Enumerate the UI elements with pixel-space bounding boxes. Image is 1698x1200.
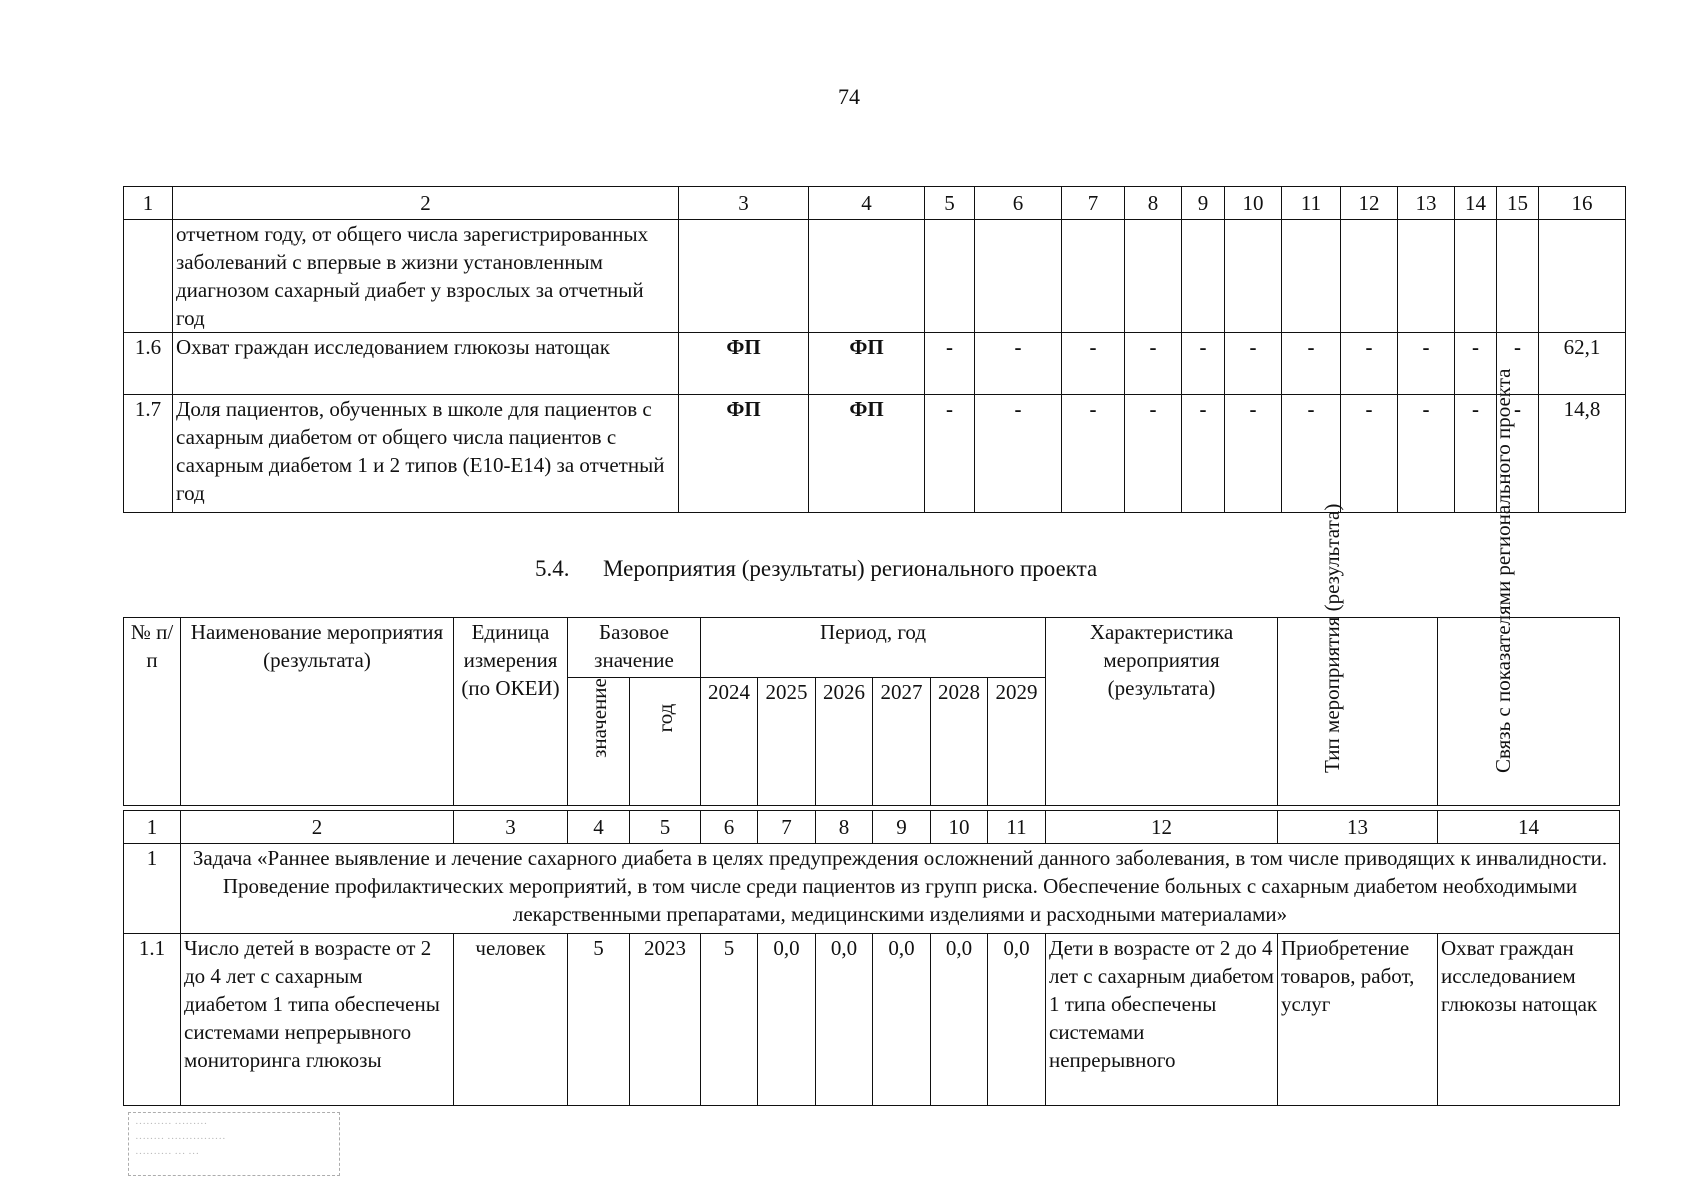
value-cell: - [1497, 333, 1539, 395]
column-number: 2 [181, 811, 454, 844]
column-number: 12 [1046, 811, 1278, 844]
value-cell: - [925, 395, 975, 513]
column-number: 15 [1497, 187, 1539, 220]
value-cell: - [1341, 395, 1398, 513]
year-value: 0,0 [931, 934, 988, 1106]
column-number: 8 [816, 811, 873, 844]
cell-3: ФП [679, 333, 809, 395]
stamp-line: ········ ················ [135, 1133, 226, 1145]
table-row [124, 333, 1626, 395]
header-base-value-year [630, 678, 701, 806]
value-cell [1398, 220, 1455, 333]
column-number-row [124, 811, 1620, 844]
value-cell: - [1282, 395, 1341, 513]
task-row [124, 844, 1620, 934]
characteristic: Дети в возрасте от 2 до 4 лет с сахарным диабетом 1 типа обеспечены системами непрерывного [1046, 934, 1278, 1106]
value-cell [975, 220, 1062, 333]
task-text: Задача «Раннее выявление и лечение сахарного диабета в целях предупреждения осложнений данного заболевания, в том числе приводящих к инвалидности. Проведение профилактических мероприятий, в том числе среди пациентов из групп риска. Обеспечение больных с сахарным диабетом необходимыми лекарственными препаратами, медицинскими изделиями и расходными материалами» [181, 844, 1620, 934]
header-year: 2027 [873, 678, 931, 806]
column-number: 5 [630, 811, 701, 844]
indicator-name: Охват граждан исследованием глюкозы натощак [173, 333, 679, 395]
header-base-value: Базовое значение [568, 618, 701, 678]
value-cell: - [1455, 395, 1497, 513]
value-cell: - [1398, 333, 1455, 395]
column-number: 11 [1282, 187, 1341, 220]
cell-16: 14,8 [1539, 395, 1626, 513]
cell-4: ФП [809, 333, 925, 395]
header-number: № п/п [124, 618, 181, 806]
column-number: 14 [1455, 187, 1497, 220]
value-cell: - [1125, 333, 1182, 395]
column-number-row [124, 187, 1626, 220]
column-number: 3 [454, 811, 568, 844]
indicators-table [123, 186, 1626, 513]
value-cell [925, 220, 975, 333]
column-number: 5 [925, 187, 975, 220]
value-cell: - [1497, 395, 1539, 513]
value-cell: - [1182, 333, 1225, 395]
header-year: 2028 [931, 678, 988, 806]
column-number: 4 [568, 811, 630, 844]
cell-4: ФП [809, 395, 925, 513]
header-year: 2024 [701, 678, 758, 806]
value-cell: - [925, 333, 975, 395]
value-cell: - [1062, 395, 1125, 513]
cell-3 [679, 220, 809, 333]
value-cell: - [1282, 333, 1341, 395]
value-cell [1182, 220, 1225, 333]
column-number: 1 [124, 811, 181, 844]
table-row [124, 934, 1620, 1106]
header-year: 2025 [758, 678, 816, 806]
value-cell: - [1341, 333, 1398, 395]
column-number: 13 [1278, 811, 1438, 844]
year-value: 0,0 [988, 934, 1046, 1106]
column-number: 10 [931, 811, 988, 844]
header-activity-name: Наименование мероприятия (результата) [181, 618, 454, 806]
row-number: 1.1 [124, 934, 181, 1106]
cell-3: ФП [679, 395, 809, 513]
unit: человек [454, 934, 568, 1106]
row-number: 1.7 [124, 395, 173, 513]
column-number: 4 [809, 187, 925, 220]
value-cell: - [1455, 333, 1497, 395]
section-title [535, 556, 1097, 582]
value-cell: - [1182, 395, 1225, 513]
faded-stamp [128, 1112, 340, 1176]
page-number: 74 [838, 84, 860, 109]
cell-4 [809, 220, 925, 333]
base-year: 2023 [630, 934, 701, 1106]
header-activity-type [1278, 503, 1438, 806]
header-unit: Единица измерения (по ОКЕИ) [454, 618, 568, 806]
year-value: 0,0 [758, 934, 816, 1106]
table-row [124, 220, 1626, 333]
value-cell [1282, 220, 1341, 333]
value-cell [1497, 220, 1539, 333]
value-cell [1062, 220, 1125, 333]
column-number: 9 [873, 811, 931, 844]
value-cell: - [1225, 395, 1282, 513]
column-number: 6 [701, 811, 758, 844]
cell-16: 62,1 [1539, 333, 1626, 395]
value-cell: - [975, 333, 1062, 395]
header-year: 2029 [988, 678, 1046, 806]
activities-table [123, 810, 1620, 1106]
stamp-line: ·········· ········· [135, 1118, 208, 1130]
value-cell: - [1398, 395, 1455, 513]
column-number: 3 [679, 187, 809, 220]
indicator-name: отчетном году, от общего числа зарегистрированных заболеваний с впервые в жизни установленным диагнозом сахарный диабет у взрослых за отчетный год [173, 220, 679, 333]
column-number: 10 [1225, 187, 1282, 220]
table-row [124, 395, 1626, 513]
link-to-indicators: Охват граждан исследованием глюкозы натощак [1438, 934, 1620, 1106]
value-cell [1225, 220, 1282, 333]
header-link-text: Связь с показателями регионального проекта [1490, 368, 1515, 773]
value-cell [1341, 220, 1398, 333]
value-cell [1455, 220, 1497, 333]
year-value: 0,0 [873, 934, 931, 1106]
activity-name: Число детей в возрасте от 2 до 4 лет с сахарным диабетом 1 типа обеспечены системами непрерывного мониторинга глюкозы [181, 934, 454, 1106]
year-value: 0,0 [816, 934, 873, 1106]
column-number: 1 [124, 187, 173, 220]
row-number: 1.6 [124, 333, 173, 395]
value-cell: - [1125, 395, 1182, 513]
header-characteristic: Характеристика мероприятия (результата) [1046, 618, 1278, 806]
header-base-year-text: год [653, 703, 677, 733]
value-cell: - [1225, 333, 1282, 395]
base-value: 5 [568, 934, 630, 1106]
task-number: 1 [124, 844, 181, 934]
column-number: 6 [975, 187, 1062, 220]
cell-16 [1539, 220, 1626, 333]
header-period: Период, год [701, 618, 1046, 678]
column-number: 16 [1539, 187, 1626, 220]
column-number: 9 [1182, 187, 1225, 220]
indicator-name: Доля пациентов, обученных в школе для пациентов с сахарным диабетом от общего числа пациентов с сахарным диабетом 1 и 2 типов (Е10-Е14) за отчетный год [173, 395, 679, 513]
column-number: 12 [1341, 187, 1398, 220]
row-number [124, 220, 173, 333]
year-value: 5 [701, 934, 758, 1106]
header-base-value-value [568, 678, 630, 806]
column-number: 7 [1062, 187, 1125, 220]
column-number: 13 [1398, 187, 1455, 220]
column-number: 14 [1438, 811, 1620, 844]
column-number: 8 [1125, 187, 1182, 220]
column-number: 11 [988, 811, 1046, 844]
value-cell: - [975, 395, 1062, 513]
header-base-value-text: значение [586, 678, 611, 758]
section-number: 5.4. [535, 556, 570, 581]
value-cell: - [1062, 333, 1125, 395]
section-heading: Мероприятия (результаты) регионального проекта [603, 556, 1098, 581]
activity-type: Приобретение товаров, работ, услуг [1278, 934, 1438, 1106]
header-year: 2026 [816, 678, 873, 806]
value-cell [1125, 220, 1182, 333]
column-number: 2 [173, 187, 679, 220]
column-number: 7 [758, 811, 816, 844]
header-activity-type-text: Тип мероприятия (результата) [1319, 503, 1344, 773]
stamp-line: ·········· ··· ··· [135, 1148, 200, 1160]
